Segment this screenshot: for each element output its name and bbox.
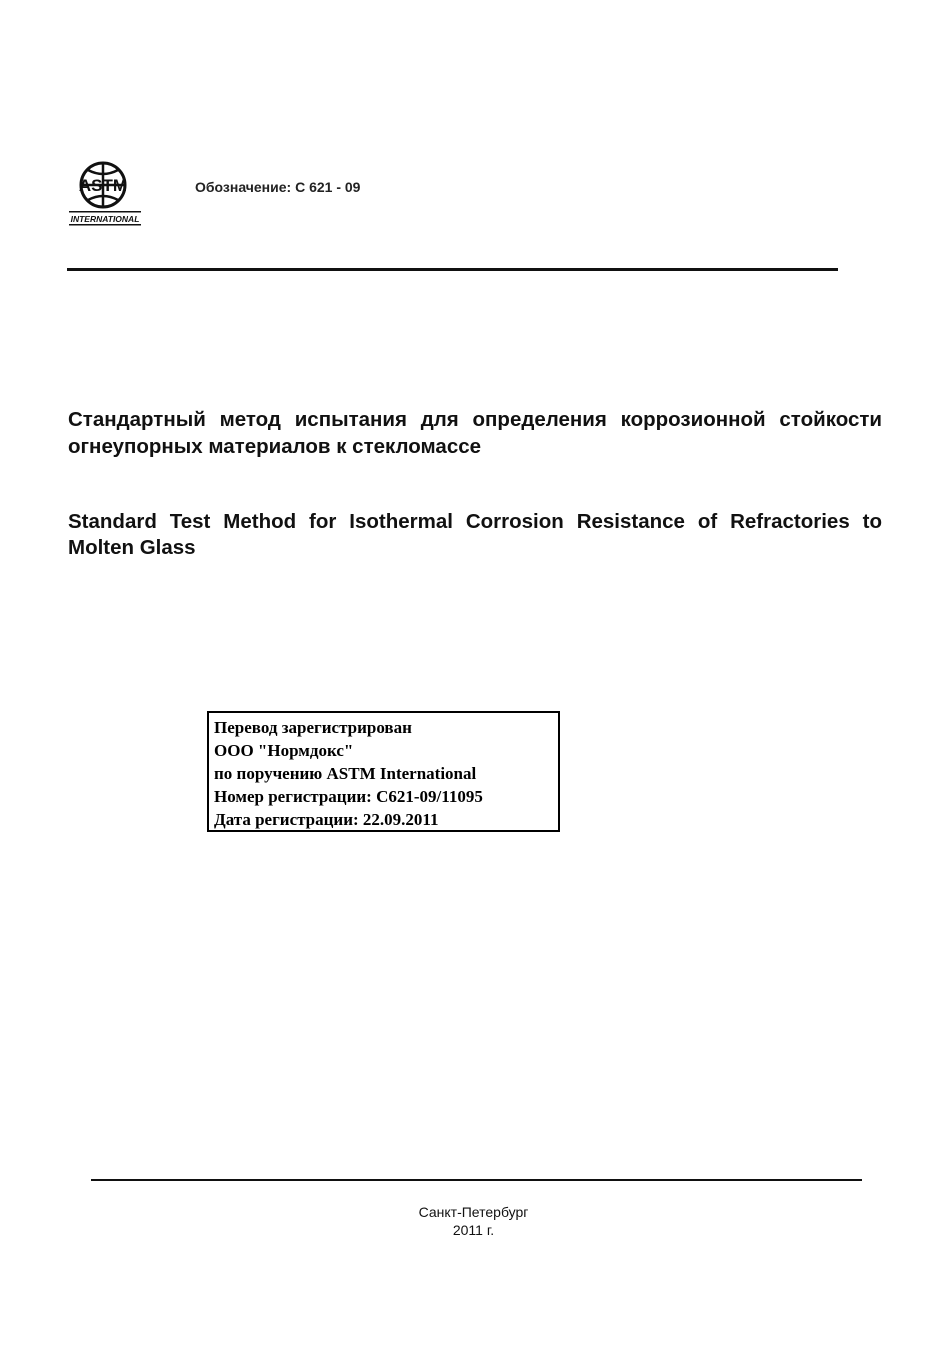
registration-date: Дата регистрации: 22.09.2011 — [214, 810, 439, 829]
registration-line-3: по поручению ASTM International — [214, 764, 477, 783]
title-english: Standard Test Method for Isothermal Corrosion Resistance of Refractories to Molten Glass — [68, 510, 882, 559]
astm-logo — [66, 158, 146, 228]
footer-divider — [91, 1179, 862, 1181]
registration-number: Номер регистрации: C621-09/11095 — [214, 787, 483, 806]
registration-line-2: ООО "Нормдокс" — [214, 741, 354, 760]
footer — [0, 1203, 950, 1239]
footer-city: Санкт-Петербург — [418, 1204, 529, 1220]
document-designation: Обозначение: C 621 - 09 — [195, 179, 361, 195]
registration-stamp — [207, 711, 560, 832]
registration-line-1: Перевод зарегистрирован — [214, 718, 412, 737]
footer-year: 2011 г. — [452, 1222, 495, 1238]
title-russian: Стандартный метод испытания для определения коррозионной стойкости огнеупорных материалов к стекломассе — [68, 408, 882, 458]
logo-top-text: ASTM — [78, 176, 128, 195]
logo-bottom-text: INTERNATIONAL — [70, 214, 140, 224]
header-divider — [67, 268, 838, 271]
astm-logo-graphic — [66, 158, 146, 228]
